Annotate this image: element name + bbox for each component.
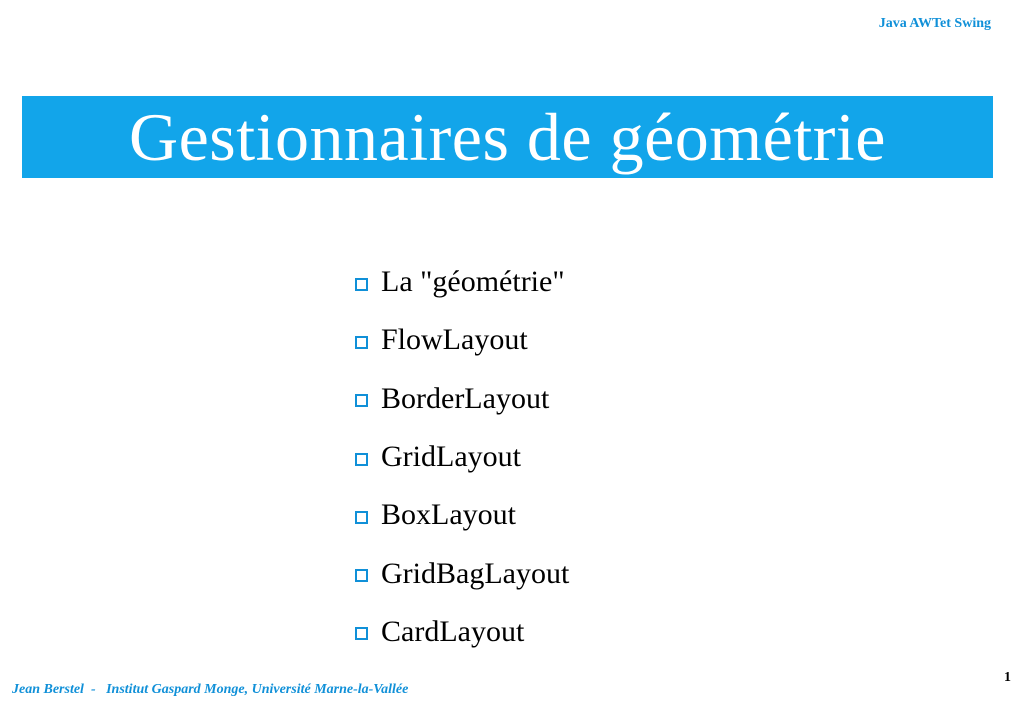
list-item: [355, 544, 569, 602]
list-item: [355, 603, 569, 661]
hollow-square-icon: [355, 336, 368, 349]
hollow-square-icon: [355, 511, 368, 524]
list-item-label: BorderLayout: [381, 381, 550, 415]
course-title-note: Java AWTet Swing: [878, 16, 991, 31]
list-item: [355, 253, 569, 311]
list-item-label: GridLayout: [381, 440, 521, 474]
hollow-square-icon: [355, 453, 368, 466]
hollow-square-icon: [355, 627, 368, 640]
list-item-label: CardLayout: [381, 614, 525, 648]
slide-title: Gestionnaires de géométrie: [129, 99, 886, 175]
page-number: 1: [1004, 670, 1011, 685]
list-item-label: FlowLayout: [381, 323, 528, 357]
hollow-square-icon: [355, 394, 368, 407]
hollow-square-icon: [355, 278, 368, 291]
footer-author: Jean Berstel - Institut Gaspard Monge, Université Marne-la-Vallée: [12, 682, 409, 697]
list-item: [355, 311, 569, 369]
list-item-label: BoxLayout: [381, 498, 516, 532]
hollow-square-icon: [355, 569, 368, 582]
list-item: [355, 486, 569, 544]
title-banner: [22, 96, 993, 178]
list-item-label: GridBagLayout: [381, 556, 570, 590]
list-item: [355, 428, 569, 486]
topic-list: [355, 253, 569, 661]
list-item: [355, 370, 569, 428]
list-item-label: La "géométrie": [381, 265, 565, 299]
